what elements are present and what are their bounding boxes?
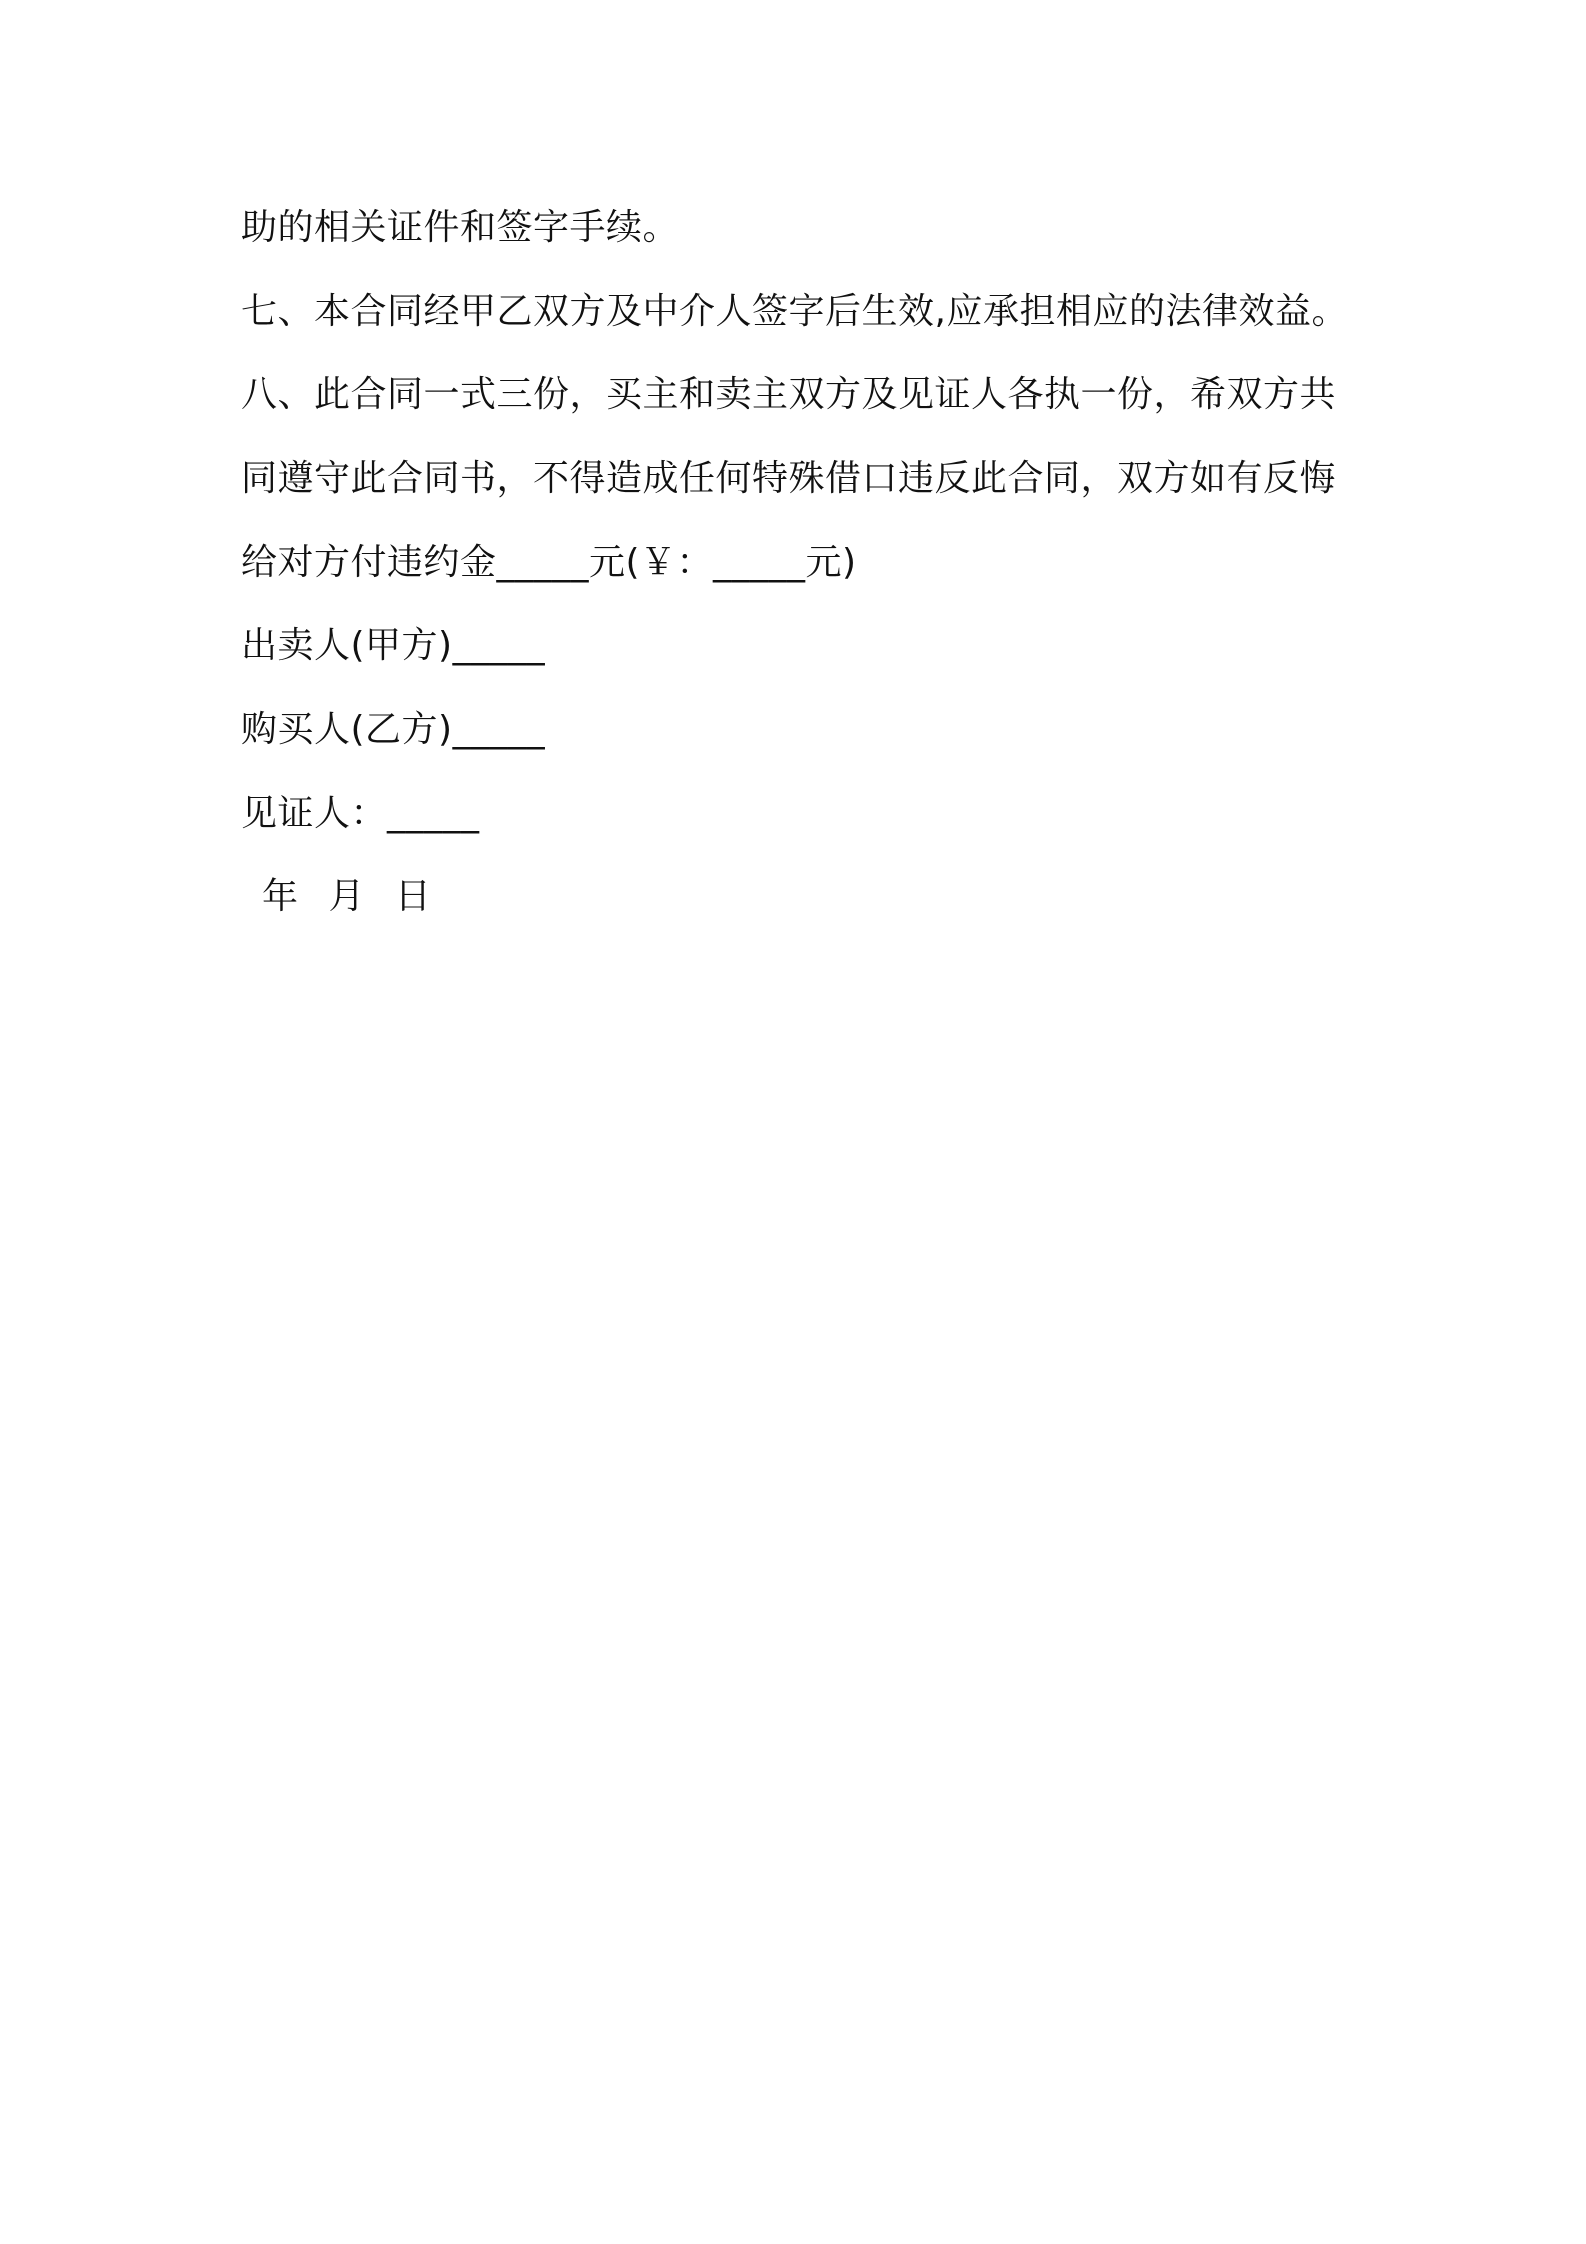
text-line-1: 助的相关证件和签字手续。: [241, 207, 680, 248]
seller-signature-line: 出卖人(甲方)_____: [241, 625, 546, 666]
clause-seven: 七、本合同经甲乙双方及中介人签字后生效,应承担相应的法律效益。: [241, 291, 1348, 332]
witness-signature-line: 见证人：_____: [241, 793, 480, 834]
clause-eight-line-1: 八、此合同一式三份，买主和卖主双方及见证人各执一份，希双方共: [241, 374, 1337, 415]
buyer-signature-line: 购买人(乙方)_____: [241, 709, 546, 750]
clause-eight-line-3: 给对方付违约金_____元(￥：_____元): [241, 542, 857, 583]
clause-eight-line-2: 同遵守此合同书，不得造成任何特殊借口违反此合同，双方如有反悔: [241, 458, 1337, 499]
date-line: 年 月 日: [262, 876, 432, 917]
